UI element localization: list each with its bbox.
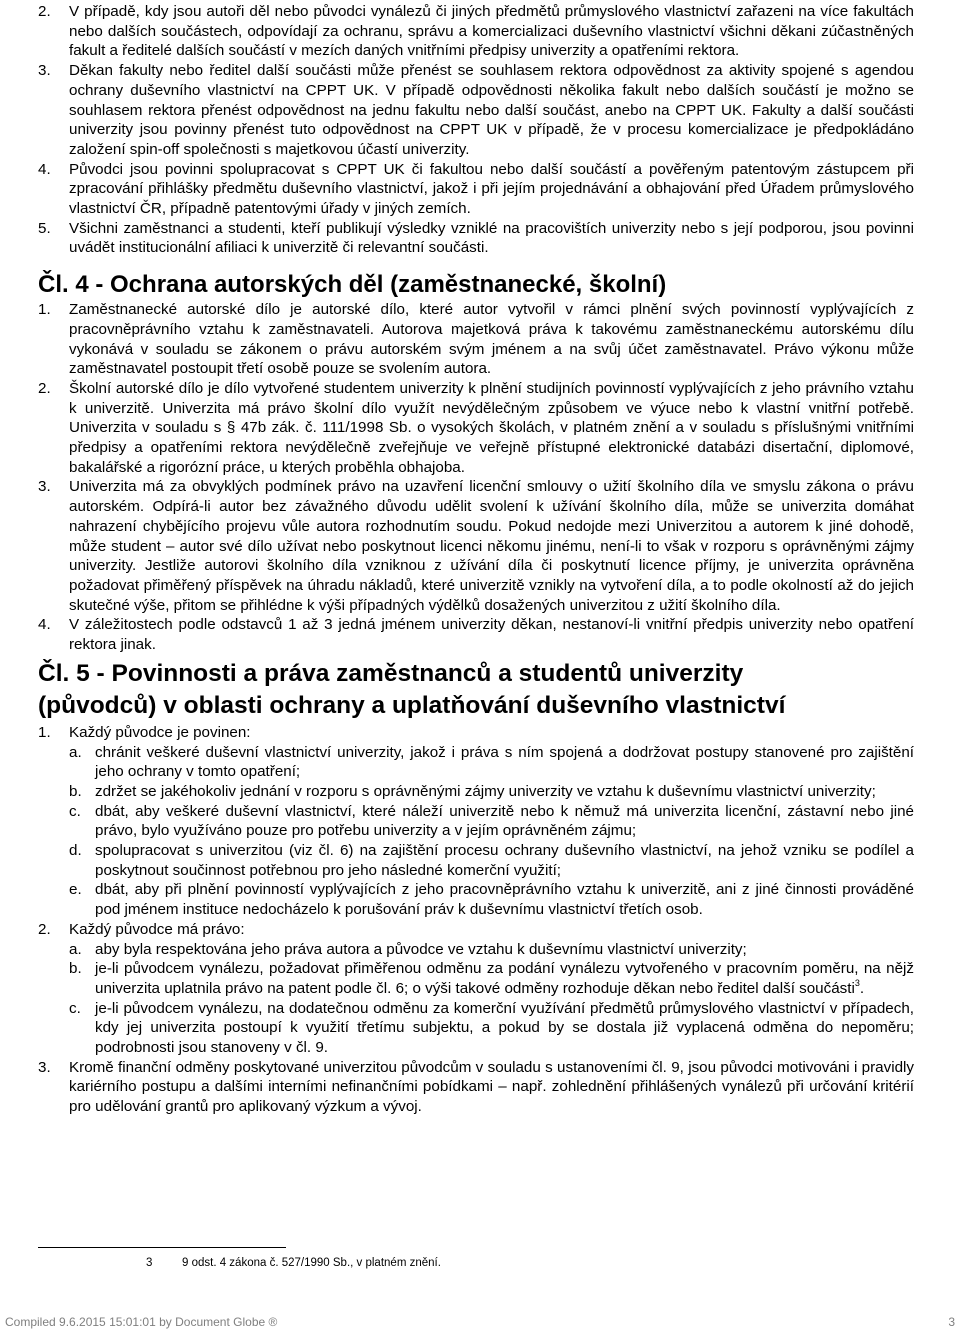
item-number: 1.: [38, 723, 51, 741]
document-body: [38, 2, 914, 1117]
sub-item: [69, 841, 914, 880]
sub-item: [69, 782, 914, 802]
item-text: Zaměstnanecké autorské dílo je autorské dílo, které autor vytvořil v rámci plnění svých povinností vyplývajících z pracovněprávního vztahu k zaměstnavateli. Autorova majetková práva k takovému zaměstnaneckému autorskému dílu vykonává v souladu se zákonem o právu autorském svým jménem a na svůj účet zaměstnavatel. Právo výkonu může zaměstnavatel postoupit třetí osobě pouze se svolením autora.: [69, 301, 914, 378]
item-text: Všichni zaměstnanci a studenti, kteří publikují výsledky vzniklé na pracovištích univerzity nebo s její podporou, jsou povinni uvádět institucionální afiliaci k univerzitě či relevantní součásti.: [69, 219, 914, 257]
sub-item-letter: a.: [69, 743, 82, 761]
sub-item: [69, 743, 914, 782]
item-number: 1.: [38, 301, 51, 319]
sub-item-letter: d.: [69, 842, 82, 860]
list-item: [38, 61, 914, 160]
item-number: 2.: [38, 3, 51, 20]
list-item: [38, 219, 914, 258]
page-number: 3: [948, 1315, 955, 1329]
item-number: 4.: [38, 616, 51, 634]
list-item: [38, 723, 914, 743]
sub-item-text: [95, 959, 914, 998]
sub-item: [69, 940, 914, 960]
sub-item-letter: c.: [69, 999, 81, 1017]
sub-item-text: zdržet se jakéhokoliv jednání v rozporu s oprávněnými zájmy univerzity ve vztahu k duševnímu vlastnictví univerzity;: [95, 782, 876, 800]
sub-item-letter: e.: [69, 881, 82, 899]
sub-item-text-end: .: [859, 979, 865, 997]
list-item: [38, 300, 914, 379]
article-4-heading: Čl. 4 - Ochrana autorských děl (zaměstnanecké, školní): [38, 271, 667, 299]
sub-item-text-body: je-li původcem vynálezu, požadovat přiměřenou odměnu za podání vynálezu vytvořeného v pracovním poměru, na nějž univerzita uplatnila právo na patent podle čl. 6; o výši takové odměny rozhoduje děkan nebo ředitel další součásti: [95, 960, 914, 997]
list-item: [38, 477, 914, 615]
list-item: [38, 615, 914, 654]
list-item: [38, 379, 914, 478]
item-number: 3.: [38, 478, 51, 496]
footnote-text: 9 odst. 4 zákona č. 527/1990 Sb., v platném znění.: [182, 1257, 441, 1269]
item-number: 5.: [38, 219, 51, 237]
footnote: [146, 1256, 441, 1270]
item-text: Každý původce je povinen:: [69, 723, 251, 741]
item-text: Školní autorské dílo je dílo vytvořené studentem univerzity k plnění studijních povinností vyplývajících z jeho právního vztahu k univerzitě. Univerzita má právo školní dílo využít nevýdělečným způsobem ve výuce nebo k vlastní vnitřní potřebě. Univerzita v souladu s § 47b zák. č. 111/1998 Sb. o vysokých školách, v platném znění a v souladu s příslušnými vnitřními předpisy a opatřeními rektora nevýdělečně zveřejňuje ve veřejně přístupné elektronické databázi disertační, diplomové, bakalářské a rigorózní práce, u kterých proběhla obhajoba.: [69, 379, 914, 476]
sub-item-letter: b.: [69, 782, 82, 800]
item-text: Původci jsou povinni spolupracovat s CPPT UK či fakultou nebo další součástí a pověřeným patentovým zástupcem při zpracování přihlášky předmětu duševního vlastnictví, jakož i při jejím projednávání a obhajování před Úřadem průmyslového vlastnictví ČR, případně patentovými úřady v jiných zemích.: [69, 160, 914, 218]
sub-item: [69, 880, 914, 919]
sub-item: [69, 959, 914, 998]
item-number: 4.: [38, 160, 51, 178]
sub-item-text: dbát, aby veškeré duševní vlastnictví, které náleží univerzitě nebo k němuž má univerzita licenční, zástavní nebo jiné právo, bylo využíváno pouze pro potřebu univerzity a v jejím oprávněném zájmu;: [95, 802, 914, 840]
item-number: 3.: [38, 62, 51, 80]
footnote-divider: [38, 1247, 286, 1248]
sub-item: [69, 999, 914, 1058]
list-item: [38, 1058, 914, 1117]
article-5-heading: [38, 658, 914, 722]
item-number: 2.: [38, 379, 51, 397]
sub-item: [69, 802, 914, 841]
list-item: [38, 920, 914, 940]
item-text: Děkan fakulty nebo ředitel další součásti může přenést se souhlasem rektora odpovědnost za aktivity spojené s agendou ochrany duševního vlastnictví na CPPT UK. V případě odpovědnosti několika fakult nebo dalších součástí je možno se souhlasem rektora přenést odpovědnost na jednu fakultu nebo další součást, anebo na CPPT UK. Fakulty a další součásti univerzity jsou povinny přenést tuto odpovědnost na CPPT UK v případě, že v procesu komercializace je předpokládáno založení spin-off společnosti s majetkovou účastí univerzity.: [69, 62, 914, 158]
item-text: V případě, kdy jsou autoři děl nebo původci vynálezů či jiných předmětů průmyslového vlastnictví zařazeni na více fakultách nebo dalších součástech, odpovídají za ochranu, správu a komercializaci duševního vlastnictví všichni děkani zúčastněných fakult a ředitelé dalších součástí v mezích daných vnitřními předpisy univerzity a opatřeními rektora.: [69, 3, 914, 60]
sub-item-text: dbát, aby při plnění povinností vyplývajících z jeho pracovněprávního vztahu k univerzitě, ani z jiné činnosti prováděné pod jménem instituce nedocházelo k porušování práv k duševnímu vlastnictví třetích osob.: [95, 881, 914, 919]
footnote-number: 3: [146, 1257, 153, 1269]
article-5-heading-line-1: Čl. 5 - Povinnosti a práva zaměstnanců a studentů univerzity: [38, 659, 744, 687]
sub-item-letter: c.: [69, 802, 81, 820]
sub-item-text: je-li původcem vynálezu, na dodatečnou odměnu za komerční využívání předmětů průmyslového vlastnictví v případech, kdy jej univerzita postoupí k využití třetímu subjektu, a pokud by se dostala již vyplacená odměna do nepoměru; podrobnosti jsou stanoveny v čl. 9.: [95, 999, 914, 1057]
sub-item-text: spolupracovat s univerzitou (viz čl. 6) na zajištění procesu ochrany duševního vlastnictví, na jehož vzniku se podílel a poskytnout součinnost potřebnou pro jeho následné komerční využití;: [95, 842, 914, 879]
sub-item-text: aby byla respektována jeho práva autora a původce ve vztahu k duševnímu vlastnictví univerzity;: [95, 940, 747, 958]
item-number: 3.: [38, 1058, 51, 1076]
sub-item-letter: a.: [69, 940, 82, 958]
item-text: V záležitostech podle odstavců 1 až 3 jedná jménem univerzity děkan, nestanoví-li vnitřní předpis univerzity nebo opatření rektora jinak.: [69, 616, 914, 654]
sub-item-text: chránit veškeré duševní vlastnictví univerzity, jakož i práva s ním spojená a dodržovat postupy stanovené pro zajištění jeho ochrany v tomto opatření;: [95, 743, 914, 781]
article-5-heading-line-2: (původců) v oblasti ochrany a uplatňování duševního vlastnictví: [38, 691, 786, 719]
list-item: [38, 2, 914, 61]
footer-compiled-info: Compiled 9.6.2015 15:01:01 by Document Globe ®: [5, 1315, 278, 1329]
item-text: Univerzita má za obvyklých podmínek právo na uzavření licenční smlouvy o užití školního díla ve smyslu zákona o právu autorském. Odpírá-li autor bez závažného důvodu udělit svolení k užívání školního díla, může se univerzita domáhat nahrazení chybějícího projevu vůle autora rozhodnutím soudu. Pokud nedojde mezi Univerzitou a autorem k jiné dohodě, může student – autor své dílo užívat nebo poskytnout licenci někomu jinému, není-li to však v rozporu s oprávněnými zájmy univerzity. Jestliže autorovi školního díla vzniknou z užívání díla či poskytnutí licence příjmy, je univerzita oprávněna požadovat přiměřený příspěvek na úhradu nákladů, které univerzitě vznikly na vytvoření díla, a to podle okolností až do jejich skutečné výše, přitom se přihlédne k výši případných výdělků dosažených univerzitou z užití školního díla.: [69, 478, 914, 614]
sub-item-letter: b.: [69, 960, 82, 978]
footnote-ref[interactable]: 3: [854, 977, 860, 988]
item-text: Každý původce má právo:: [69, 920, 245, 938]
item-text: Kromě finanční odměny poskytované univerzitou původcům v souladu s ustanoveními čl. 9, jsou původci motivováni i pravidly kariérního postupu a dalšími interními nefinančními pobídkami – např. zohlednění přihlášených vynálezů při určování kritérií pro udělování grantů pro aplikovaný výzkum a vývoj.: [69, 1058, 914, 1116]
item-number: 2.: [38, 920, 51, 938]
list-item: [38, 160, 914, 219]
